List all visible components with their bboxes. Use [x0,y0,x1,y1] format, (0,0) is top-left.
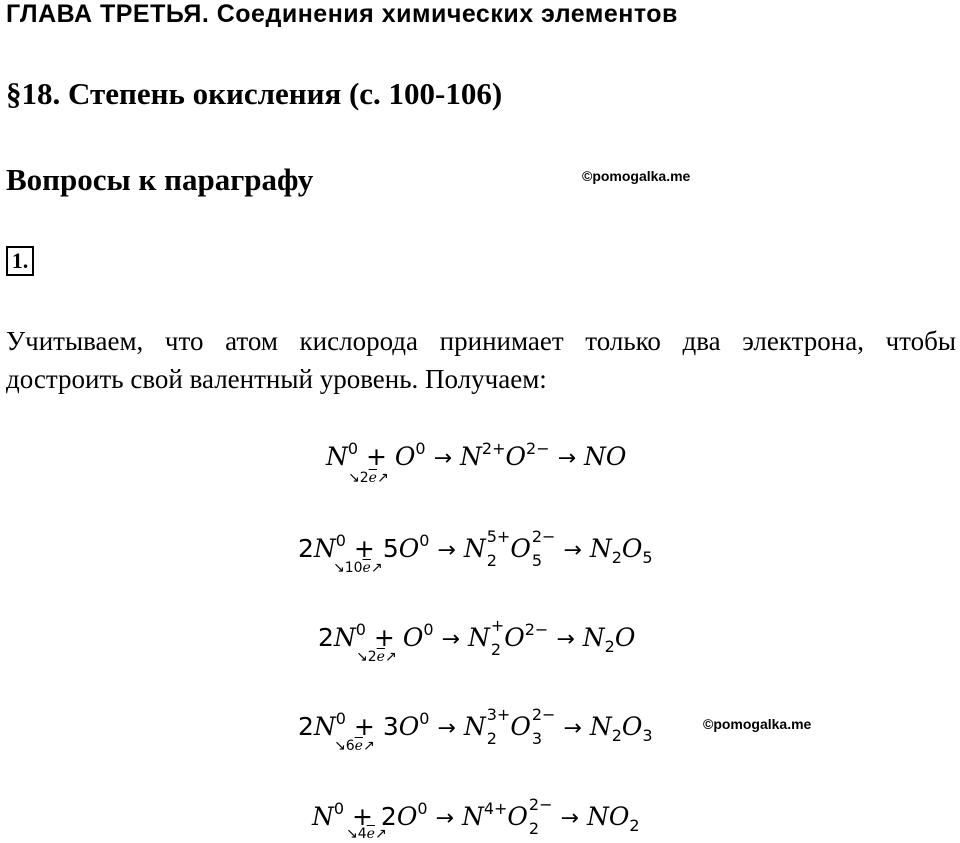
answer-paragraph: Учитываем, что атом кислорода принимает только два электрона, чтобы достроить свой валентный уровень. Получаем: [6,326,956,394]
eq2-arrow-2: → [563,538,582,563]
eq1-arrow-2: → [557,446,577,471]
eq3-electron-transfer: $↘2\overline{e}↗$ [356,649,397,665]
eq4-arrow-2: → [563,716,582,741]
eq3-mid-2: O [504,623,525,652]
eq2-product-b-index: 5 [642,548,653,567]
eq4-mid-2-index: 3 [531,728,543,748]
eq3-mid-1-index: 2 [490,639,502,659]
eq4-lhs-b-charge: 0 [419,709,430,728]
question-number-box: 1. [6,246,34,276]
eq5-mid-2-index: 2 [528,818,540,838]
eq5-electron-transfer: $↘4\overline{e}↗$ [346,826,387,842]
eq4-mid-1-charge: 3+ [486,704,511,724]
eq1-product: NO [584,442,627,471]
eq3-lhs-a-coef: 2 [318,623,334,652]
eq5-lhs-b: O [396,802,418,831]
eq1-arrow: → [433,446,453,471]
eq2-lhs-a-charge: 0 [335,531,346,550]
eq4-lhs-a-coef: 2 [298,712,314,741]
eq4-product-b: O [621,712,643,741]
questions-heading: Вопросы к параграфу [6,162,314,197]
equation-3 [318,615,636,665]
eq1-electron-transfer: $↘2\overline{e}↗$ [348,470,389,486]
eq5-product-b-index: 2 [629,816,640,835]
eq5-mid-2-charge: 2− [528,794,553,814]
eq2-lhs-b: O [398,534,420,563]
eq4-lhs-b-coef: 3 [382,712,399,741]
section-title: §18. Степень окисления (с. 100-106) [6,76,503,111]
eq4-mid-2: O [510,712,531,741]
watermark: ©pomogalka.me [582,168,691,184]
eq5-lhs-b-coef: 2 [380,802,397,831]
equation-2 [298,526,653,576]
eq1-mid-2-charge: 2− [526,439,550,458]
eq3-product-a: N [582,623,605,652]
eq2-mid-1-charge: 5+ [486,526,511,546]
watermark-2: ©pomogalka.me [703,716,812,732]
eq4-mid-2-charge: 2− [531,704,556,724]
eq1-lhs-a: N [326,442,348,471]
eq5-plus: + [352,802,373,831]
eq3-lhs-a: N [333,623,356,652]
eq5-arrow: → [435,806,454,831]
eq3-mid-1-charge: + [490,615,505,635]
eq4-mid-1-index: 2 [486,728,497,748]
eq2-mid-2-charge: 2− [531,526,556,546]
eq5-product-a: N [586,802,609,831]
eq2-mid-2-index: 5 [531,550,543,570]
eq3-mid-2-charge: 2− [524,620,549,639]
eq2-arrow: → [437,538,456,563]
eq4-lhs-a-charge: 0 [335,709,346,728]
eq2-electron-transfer: $↘10\overline{e}↗$ [333,560,383,576]
eq3-arrow-2: → [556,627,575,652]
eq3-product-a-index: 2 [604,637,615,656]
eq5-mid-1-charge: 4+ [483,799,508,818]
eq4-electron-transfer: $↘6\overline{e}↗$ [334,738,375,754]
eq4-mid-1: N [463,712,486,741]
eq2-product-a: N [589,534,612,563]
eq2-mid-1: N [463,534,486,563]
eq3-plus: + [373,623,395,652]
eq2-lhs-a-coef: 2 [298,534,314,563]
eq4-plus: + [353,712,375,741]
eq2-lhs-b-charge: 0 [419,531,430,550]
eq2-lhs-b-coef: 5 [382,534,399,563]
eq2-product-a-index: 2 [611,548,622,567]
eq3-lhs-b-charge: 0 [423,620,434,639]
eq1-mid-2: O [505,442,527,471]
eq3-lhs-a-charge: 0 [355,620,366,639]
eq2-mid-2: O [510,534,531,563]
eq4-product-b-index: 3 [642,726,653,745]
eq4-product-a-index: 2 [611,726,622,745]
eq5-mid-1: N [461,802,484,831]
chapter-title: ГЛАВА ТРЕТЬЯ. Соединения химических элементов [6,0,678,28]
eq5-arrow-2: → [560,806,579,831]
eq3-product-b: O [614,623,636,652]
eq5-lhs-a-charge: 0 [333,799,345,818]
eq5-product-b: O [608,802,630,831]
eq1-plus: + [366,442,387,471]
eq4-lhs-a: N [313,712,336,741]
eq1-lhs-a-charge: 0 [347,439,359,458]
eq5-mid-2: O [507,802,528,831]
eq1-lhs-b: O [394,442,416,471]
eq2-mid-1-index: 2 [486,550,497,570]
eq3-lhs-b: O [402,623,424,652]
eq4-product-a: N [589,712,612,741]
eq4-arrow: → [437,716,456,741]
eq5-lhs-a: N [312,802,334,831]
eq2-product-b: O [621,534,643,563]
eq2-lhs-a: N [313,534,336,563]
eq1-mid-1-charge: 2+ [481,439,506,458]
eq2-plus: + [353,534,375,563]
eq5-lhs-b-charge: 0 [417,799,428,818]
eq3-arrow: → [441,627,460,652]
equation-4 [298,704,653,754]
equation-1 [326,439,627,486]
eq4-lhs-b: O [398,712,420,741]
equation-5 [312,794,640,842]
eq1-mid-1: N [460,442,482,471]
eq1-lhs-b-charge: 0 [415,439,426,458]
eq3-mid-1: N [467,623,490,652]
